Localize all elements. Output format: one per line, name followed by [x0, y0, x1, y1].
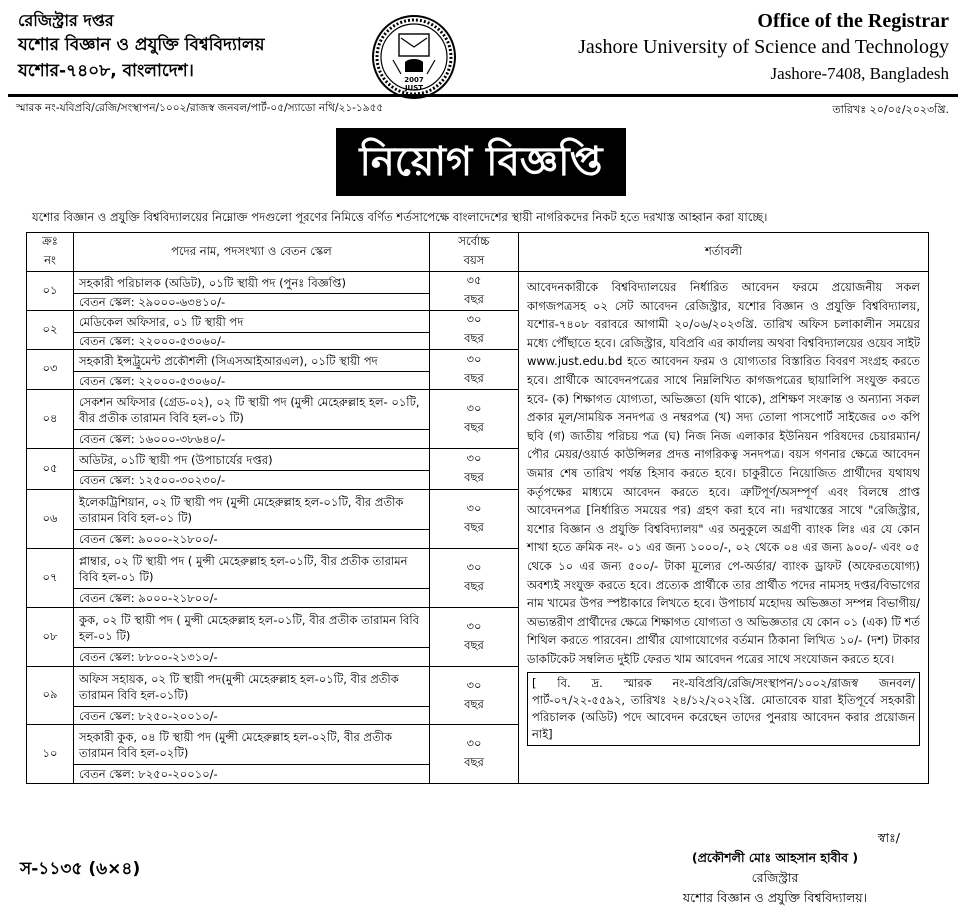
- row-age: [430, 490, 519, 549]
- signature-signed: স্বাঃ/: [877, 830, 900, 845]
- row-pay-scale: বেতন স্কেল: ২৯০০০-৬৩৪১০/-: [74, 294, 430, 311]
- row-post: অডিটর, ০১টি স্থায়ী পদ (উপাচার্যের দপ্তর): [74, 449, 430, 471]
- row-age: [430, 608, 519, 667]
- row-serial: ০৭: [27, 549, 74, 608]
- row-pay-scale: বেতন স্কেল: ৯০০০-২১৮০০/-: [74, 589, 430, 608]
- row-pay-scale: বেতন স্কেল: ১২৫০০-৩০২৩০/-: [74, 471, 430, 490]
- row-age-unit: বছর: [464, 755, 484, 769]
- logo-year: 2007: [404, 76, 424, 84]
- row-age-value: ৩০: [466, 351, 482, 366]
- row-age: [430, 549, 519, 608]
- row-age: [430, 272, 519, 311]
- row-post: মেডিকেল অফিসার, ০১ টি স্থায়ী পদ: [74, 311, 430, 333]
- col-post-header: পদের নাম, পদসংখ্যা ও বেতন স্কেল: [74, 233, 430, 272]
- row-age-unit: বছর: [464, 420, 484, 434]
- vacancy-table: [26, 232, 929, 784]
- row-pay-scale: বেতন স্কেল: ৮২৫০-২০০১০/-: [74, 765, 430, 784]
- row-age: [430, 449, 519, 490]
- row-pay-scale: বেতন স্কেল: ৮৮০০-২১৩১০/-: [74, 648, 430, 667]
- row-post: কুক, ০২ টি স্থায়ী পদ ( মুন্সী মেহেরুল্লাহ হল-০১টি, বীর প্রতীক তারামন বিবি হল-০১ টি): [74, 608, 430, 648]
- row-serial: ০৩: [27, 350, 74, 390]
- row-serial: ১০: [27, 725, 74, 784]
- row-pay-scale: বেতন স্কেল: ১৬০০০-৩৮৬৪০/-: [74, 430, 430, 449]
- row-age-value: ৩০: [466, 560, 482, 574]
- conditions-note: [ বি. দ্র. স্মারক নং-যবিপ্রবি/রেজি/সংস্থাপন/১০০২/রাজস্ব জনবল/পার্ট-০৭/২২-৫৫৯২, তারিখঃ ২৪/১২/২০২২খ্রি. মোতাবেক যারা ইতিপূর্বে সহকারী পরিচালক (অডিট) পদে আবেদন করেছেন তাদের পুনরায় আবেদন করার প্রয়োজন নাই]: [527, 672, 920, 746]
- signature-block: [650, 828, 900, 908]
- table-row: [27, 272, 929, 294]
- row-pay-scale: বেতন স্কেল: ২২০০০-৫৩০৬০/-: [74, 333, 430, 350]
- row-serial: ০৬: [27, 490, 74, 549]
- header-bn-university: যশোর বিজ্ঞান ও প্রযুক্তি বিশ্ববিদ্যালয়: [18, 35, 265, 55]
- header-rule: [8, 94, 958, 97]
- row-post: অফিস সহায়ক, ০২ টি স্থায়ী পদ(মুন্সী মেহেরুল্লাহ হল-০১টি, বীর প্রতীক তারামন বিবি হল-০১টি): [74, 667, 430, 707]
- header-bn-office: রেজিস্ট্রার দপ্তর: [18, 11, 114, 30]
- row-pay-scale: বেতন স্কেল: ৮২৫০-২০০১০/-: [74, 707, 430, 725]
- conditions-text: আবেদনকারীকে বিশ্ববিদ্যালয়ের নির্ধারিত আবেদন ফরমে প্রয়োজনীয় সকল কাগজপত্রসহ ০২ সেট আবেদন রেজিস্ট্রার, যশোর বিজ্ঞান ও প্রযুক্তি বিশ্ববিদ্যালয়, যশোর-৭৪০৮ বরাবরে আগামী ২০/০৬/২০২৩খ্রি. তারিখ অফিস চলাকালীন সময়ের মধ্যে পৌঁছাতে হবে। রেজিস্ট্রার, যবিপ্রবি এর কার্যালয় অথবা বিশ্ববিদ্যালয়ের ওয়েব সাইট www.just.edu.bd হতে আবেদন ফরম ও যোগ্যতার বিস্তারিত বিবরণ সংগ্রহ করতে হবে। প্রার্থীকে আবেদনপত্রের সাথে নিম্নলিখিত কাগজপত্রের ছায়ালিপি সংযুক্ত করতে হবে- (ক) শিক্ষাগত যোগ্যতা, অভিজ্ঞতা (যদি থাকে), প্রশিক্ষণ সংক্রান্ত ও অন্যান্য সকল প্রকার মূল/সাময়িক সনদপত্র ও নম্বরপত্র (খ) সদ্য তোলা পাসপোর্ট সাইজের ০৩ কপি ছবি (গ) জাতীয় পরিচয় পত্র (ঘ) নিজ নিজ এলাকার ইউনিয়ন পরিষদের চেয়ারম্যান/ পৌর মেয়র/ওয়ার্ড কাউন্সিলর প্রদত্ত নাগরিকত্ব সনদপত্র। বয়স গণনার ক্ষেত্রে আবেদন জমার শেষ তারিখ পর্যন্ত হিসাব করতে হবে। চাকুরীতে নিয়োজিত প্রার্থীদের যথাযথ কর্তৃপক্ষের মাধ্যমে আবেদন করতে হবে। ত্রুটিপূর্ণ/অসম্পূর্ণ এবং বিলম্বে প্রাপ্ত আবেদনপত্র [নির্ধারিত সময়ের পর) গ্রহণ করা হবে না। দরখাস্তের সাথে "রেজিস্ট্রার, যশোর বিজ্ঞান ও প্রযুক্তি বিশ্ববিদ্যালয়" এর অনুকূলে অগ্রণী ব্যাংক লিঃ এর যে কোন শাখা হতে ক্রমিক নং- ০১ এর জন্য ১০০০/-, ০২ থেকে ০৪ এর জন্য ৯০০/- এবং ০৫ থেকে ১০ এর জন্য ৫০০/- টাকা মূল্যের পে-অর্ডার/ ব্যাংক ড্রাফট (অফেরতযোগ্য) অবশ্যই সংযুক্ত করতে হবে। প্রত্যেক প্রার্থীকে তার প্রার্থীত পদের নামসহ দপ্তর/বিভাগের নাম খামের উপর স্পষ্টাকারে লিখতে হবে। উপাচার্য মহোদয় অভিজ্ঞতা সম্পন্ন বিভাগীয়/অভ্যন্তরীণ প্রার্থীদের ক্ষেত্রে শিক্ষাগত যোগ্যতা ও অভিজ্ঞতার যে কোন ০১ (এক) টি শর্ত শিথিল করতে পারবেন। প্রার্থীর যোগাযোগের বর্তমান ঠিকানা লিখিত ১০/- (দশ) টাকার ডাকটিকেট সম্বলিত দুইটি ফেরত খাম আবেদন পত্রের সাথে সংযোজন করতে হবে।: [527, 280, 920, 666]
- row-age-unit: বছর: [464, 331, 484, 345]
- row-age: [430, 350, 519, 390]
- row-age-unit: বছর: [464, 696, 484, 711]
- header-en-office: Office of the Registrar: [757, 10, 949, 32]
- row-post: সেকশন অফিসার (গ্রেড-০২), ০২ টি স্থায়ী পদ (মুন্সী মেহেরুল্লাহ হল- ০১টি, বীর প্রতীক তারামন বিবি হল-০১ টি): [74, 390, 430, 430]
- row-age-unit: বছর: [464, 292, 484, 306]
- row-age-value: ৩০: [466, 451, 482, 465]
- row-serial: ০৯: [27, 667, 74, 725]
- intro-text: যশোর বিজ্ঞান ও প্রযুক্তি বিশ্ববিদ্যালয়ের নিম্নোক্ত পদগুলো পূরণের নিমিত্তে বর্ণিত শর্তসাপেক্ষে বাংলাদেশের স্থায়ী নাগরিকদের নিকট হতে দরখাস্ত আহ্বান করা যাচ্ছে।: [32, 210, 768, 224]
- row-age-unit: বছর: [464, 638, 484, 652]
- row-serial: ০৫: [27, 449, 74, 490]
- row-serial: ০২: [27, 311, 74, 350]
- row-pay-scale: বেতন স্কেল: ৯০০০-২১৮০০/-: [74, 530, 430, 549]
- signature-university: যশোর বিজ্ঞান ও প্রযুক্তি বিশ্ববিদ্যালয়।: [682, 890, 868, 905]
- row-age-unit: বছর: [464, 470, 484, 484]
- row-post: ইলেকট্রিশিয়ান, ০২ টি স্থায়ী পদ (মুন্সী মেহেরুল্লাহ হল-০১টি, বীর প্রতীক তারামন বিবি হল-০১ টি): [74, 490, 430, 530]
- row-age-value: ৩০: [466, 677, 482, 692]
- notice-title: নিয়োগ বিজ্ঞপ্তি: [336, 128, 626, 196]
- row-post: সহকারী কুক, ০৪ টি স্থায়ী পদ (মুন্সী মেহেরুল্লাহ হল-০২টি, বীর প্রতীক তারামন বিবি হল-০২টি): [74, 725, 430, 765]
- row-age: [430, 390, 519, 449]
- signature-title: রেজিস্ট্রার: [751, 870, 799, 885]
- logo-abbr: JUST: [404, 84, 424, 92]
- row-post: সহকারী ইন্সট্রুমেন্ট প্রকৌশলী (সিএসআইআরএল), ০১টি স্থায়ী পদ: [74, 350, 430, 372]
- memo-date: তারিখঃ ২০/০৫/২০২৩খ্রি.: [832, 103, 949, 116]
- row-age: [430, 667, 519, 725]
- col-serial-header: ক্রঃ নং: [27, 233, 74, 272]
- memo-ref: স্মারক নং-যবিপ্রবি/রেজি/সংস্থাপন/১০০২/রাজস্ব জনবল/পার্ট-০৫/স্যাডো নথি/২১-১৯৫৫: [16, 102, 384, 114]
- conditions-cell: [519, 272, 929, 784]
- footer-code: স-১১৩৫ (৬×৪): [20, 859, 141, 879]
- row-post: সহকারী পরিচালক (অডিট), ০১টি স্থায়ী পদ (পুনঃ বিজ্ঞপ্তি): [74, 272, 430, 294]
- row-age-value: ৩০: [466, 312, 482, 326]
- row-pay-scale: বেতন স্কেল: ২২০০০-৫৩০৬০/-: [74, 372, 430, 390]
- row-age-value: ৩৫: [466, 273, 482, 287]
- header-bn-address: যশোর-৭৪০৮, বাংলাদেশ।: [18, 61, 194, 81]
- header-en-university: Jashore University of Science and Technology: [578, 36, 949, 58]
- row-age-value: ৩০: [466, 736, 482, 750]
- signature-name: (প্রকৌশলী মোঃ আহসান হাবীব ): [691, 850, 859, 865]
- row-age-value: ৩০: [466, 619, 482, 633]
- row-serial: ০৮: [27, 608, 74, 667]
- row-age-unit: বছর: [464, 370, 484, 385]
- row-age-unit: বছর: [464, 520, 484, 534]
- row-serial: ০৪: [27, 390, 74, 449]
- col-conditions-header: শর্তাবলী: [519, 233, 929, 272]
- row-age-value: ৩০: [466, 501, 482, 515]
- header-en-address: Jashore-7408, Bangladesh: [770, 64, 949, 83]
- col-age-header: সর্বোচ্চ বয়স: [430, 233, 519, 272]
- row-age-unit: বছর: [464, 579, 484, 593]
- row-age: [430, 311, 519, 350]
- row-serial: ০১: [27, 272, 74, 311]
- row-age-value: ৩০: [466, 401, 482, 415]
- row-post: প্লাম্বার, ০২ টি স্থায়ী পদ ( মুন্সী মেহেরুল্লাহ হল-০১টি, বীর প্রতীক তারামন বিবি হল-০১ টি): [74, 549, 430, 589]
- university-logo: [371, 14, 457, 100]
- row-age: [430, 725, 519, 784]
